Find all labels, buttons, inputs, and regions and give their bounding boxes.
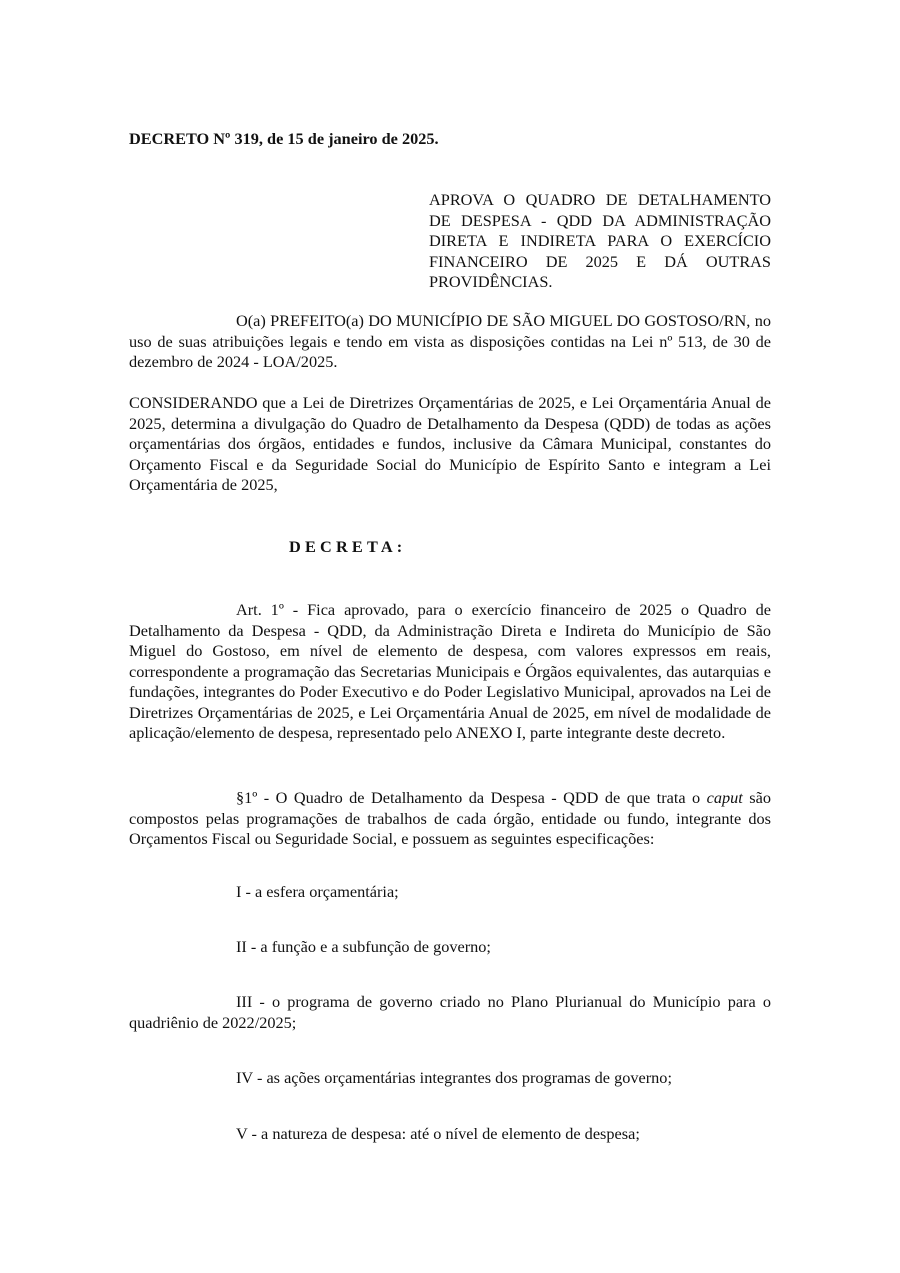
paragraph-1-text-start: §1º - O Quadro de Detalhamento da Despesa - QDD de que trata o [236,788,707,807]
decree-summary: APROVA O QUADRO DE DETALHAMENTO DE DESPESA - QDD DA ADMINISTRAÇÃO DIRETA E INDIRETA PARA O EXERCÍCIO FINANCEIRO DE 2025 E DÁ OUTRAS PROVIDÊNCIAS. [429,190,771,291]
preamble-paragraph: O(a) PREFEITO(a) DO MUNICÍPIO DE SÃO MIGUEL DO GOSTOSO/RN, no uso de suas atribuições legais e tendo em vista as disposições contidas na Lei nº 513, de 30 de dezembro de 2024 - LOA/2025. [129,311,771,371]
decree-title: DECRETO Nº 319, de 15 de janeiro de 2025. [129,129,439,148]
article-1: Art. 1º - Fica aprovado, para o exercício financeiro de 2025 o Quadro de Detalhamento da Despesa - QDD, da Administração Direta e Indireta do Município de São Miguel do Gostoso, em nível de elemento de despesa, com valores expressos em reais, correspondente a programação das Secretarias Municipais e Órgãos equivalentes, das autarquias e fundações, integrantes do Poder Executivo e do Poder Legislativo Municipal, aprovados na Lei de Diretrizes Orçamentárias de 2025, e Lei Orçamentária Anual de 2025, em nível de modalidade de aplicação/elemento de despesa, representado pelo ANEXO I, parte integrante deste decreto. [129,600,771,742]
paragraph-1 [129,788,771,850]
item-iv: IV - as ações orçamentárias integrantes dos programas de governo; [236,1068,672,1087]
item-iii: III - o programa de governo criado no Plano Plurianual do Município para o quadriênio de 2022/2025; [129,992,771,1032]
paragraph-1-text-end: são compostos pelas programações de trabalhos de cada órgão, entidade ou fundo, integrante dos Orçamentos Fiscal ou Seguridade Social, e possuem as seguintes especificações: [129,788,771,848]
item-i: I - a esfera orçamentária; [236,882,399,901]
considerando-paragraph: CONSIDERANDO que a Lei de Diretrizes Orçamentárias de 2025, e Lei Orçamentária Anual de 2025, determina a divulgação do Quadro de Detalhamento da Despesa (QDD) de todas as ações orçamentárias dos órgãos, entidades e fundos, inclusive da Câmara Municipal, constantes do Orçamento Fiscal e da Seguridade Social do Município de Espírito Santo e integram a Lei Orçamentária de 2025, [129,393,771,494]
item-ii: II - a função e a subfunção de governo; [236,937,491,956]
item-v: V - a natureza de despesa: até o nível de elemento de despesa; [236,1124,640,1143]
caput-term: caput [706,788,743,807]
decreta-heading: DECRETA: [289,537,407,556]
